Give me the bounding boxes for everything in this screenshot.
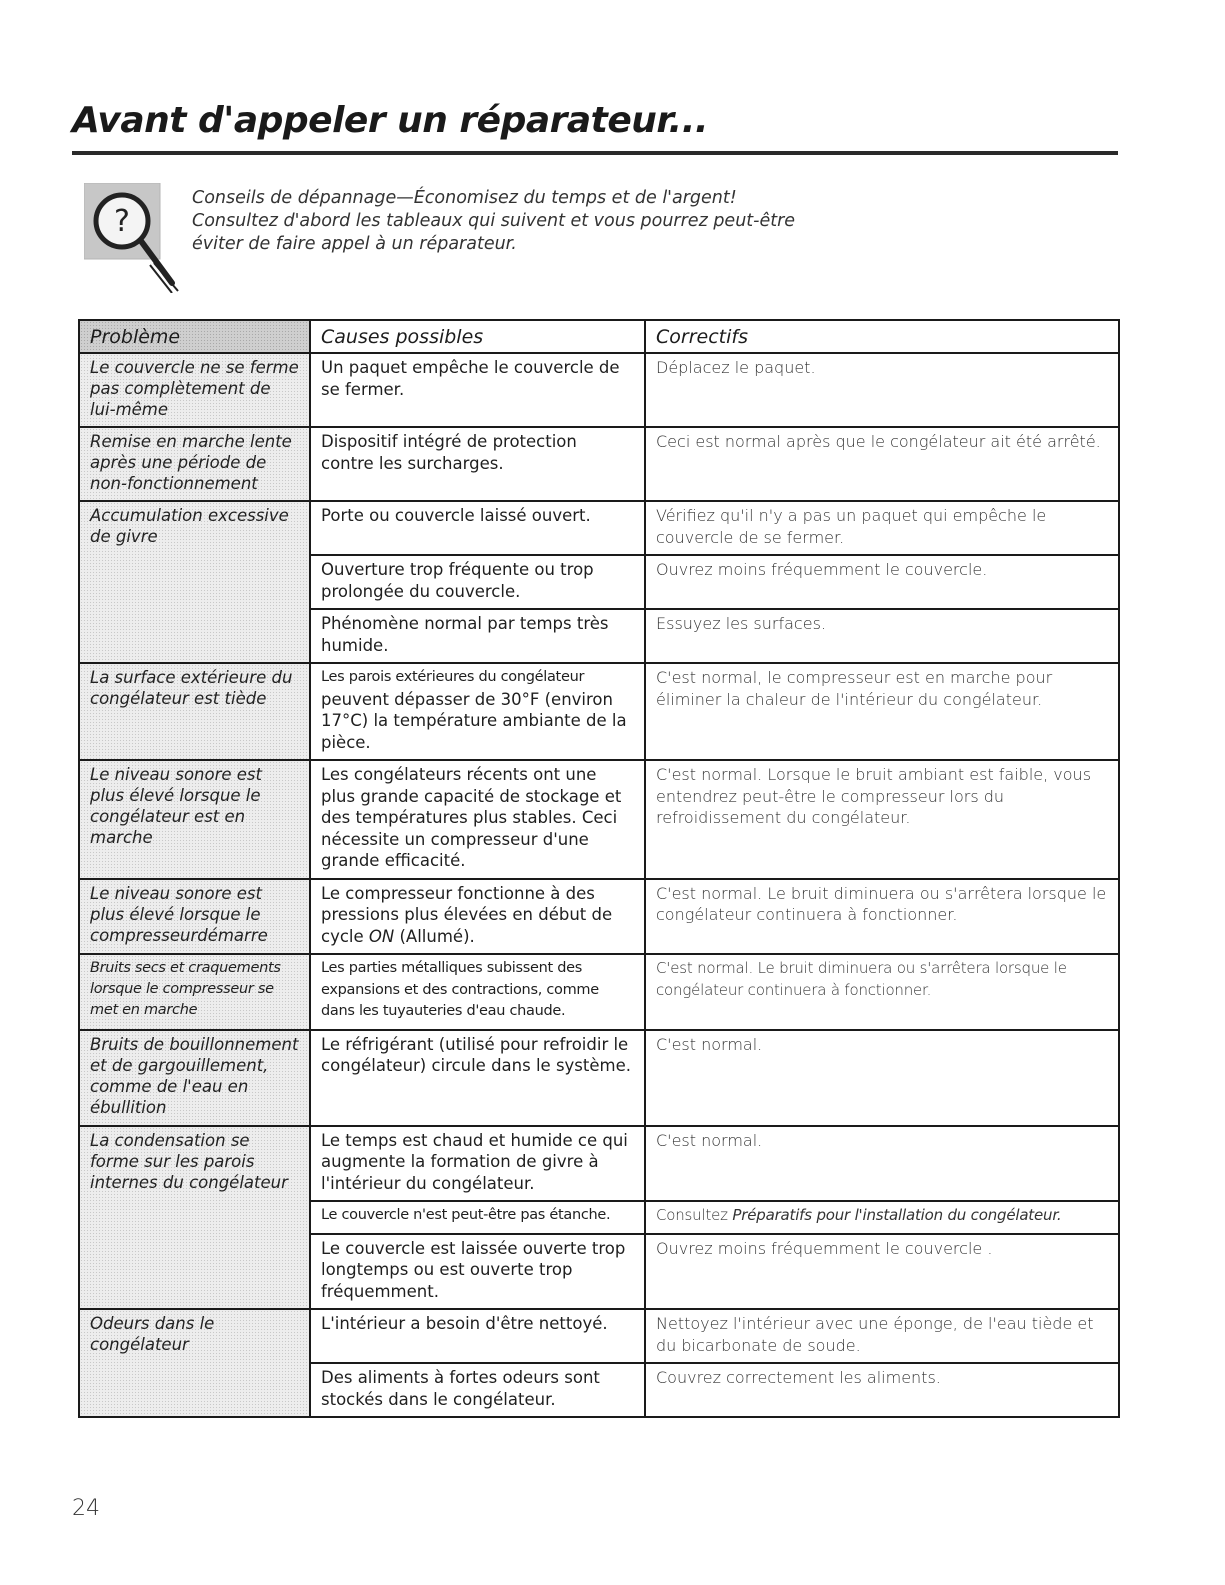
cause-cell: Le réfrigérant (utilisé pour refroidir le congélateur) circule dans le système. <box>310 1030 645 1126</box>
fix-text: Consultez <box>656 1206 728 1224</box>
cause-text-condensed: Les parois extérieures du congélateur <box>321 669 585 685</box>
table-row <box>79 879 1119 955</box>
cause-cell <box>310 663 645 760</box>
cause-cell: L'intérieur a besoin d'être nettoyé. <box>310 1309 645 1363</box>
problem-cell: La condensation se forme sur les parois internes du congélateur <box>79 1126 310 1310</box>
fix-cell: Déplacez le paquet. <box>645 353 1119 427</box>
cause-text: peuvent dépasser de 30°F (environ 17°C) la température ambiante de la pièce. <box>321 689 627 752</box>
intro-line: éviter de faire appel à un réparateur. <box>192 234 517 254</box>
problem-cell: Bruits de bouillonnement et de gargouillement, comme de l'eau en ébullition <box>79 1030 310 1126</box>
cause-cell: Ouverture trop fréquente ou trop prolongée du couvercle. <box>310 555 645 609</box>
header-problem: Problème <box>79 320 310 353</box>
cause-cell: Le couvercle n'est peut-être pas étanche. <box>310 1201 645 1234</box>
intro-line: Consultez d'abord les tableaux qui suivent et vous pourrez peut-être <box>192 211 796 231</box>
fix-reference: Préparatifs pour l'installation du congélateur. <box>732 1206 1062 1224</box>
cause-cell: Un paquet empêche le couvercle de se fermer. <box>310 353 645 427</box>
fix-cell: Couvrez correctement les aliments. <box>645 1363 1119 1417</box>
problem-cell: Accumulation excessive de givre <box>79 501 310 663</box>
title-rule <box>72 151 1118 155</box>
problem-cell: La surface extérieure du congélateur est tiède <box>79 663 310 760</box>
cause-text: Le compresseur fonctionne à des pressions plus élevées en début de cycle <box>321 883 613 946</box>
problem-cell: Bruits secs et craquements lorsque le compresseur se met en marche <box>79 954 310 1030</box>
table-row <box>79 353 1119 427</box>
table-row <box>79 760 1119 879</box>
fix-cell <box>645 1201 1119 1234</box>
svg-text:?: ? <box>114 204 130 239</box>
header-causes: Causes possibles <box>310 320 645 353</box>
fix-cell: C'est normal. Le bruit diminuera ou s'arrêtera lorsque le congélateur continuera à fonctionner. <box>645 954 1119 1030</box>
problem-cell: Le niveau sonore est plus élevé lorsque le congélateur est en marche <box>79 760 310 879</box>
cause-cell <box>310 879 645 955</box>
cause-cell: Porte ou couvercle laissé ouvert. <box>310 501 645 555</box>
fix-cell: Ouvrez moins fréquemment le couvercle . <box>645 1234 1119 1310</box>
cause-cell: Le couvercle est laissée ouverte trop longtemps ou est ouverte trop fréquemment. <box>310 1234 645 1310</box>
table-row <box>79 1126 1119 1202</box>
cause-cell: Des aliments à fortes odeurs sont stockés dans le congélateur. <box>310 1363 645 1417</box>
cause-cell: Phénomène normal par temps très humide. <box>310 609 645 663</box>
problem-cell: Le niveau sonore est plus élevé lorsque le compresseurdémarre <box>79 879 310 955</box>
cause-on-label: ON <box>368 926 395 946</box>
table-header-row <box>79 320 1119 353</box>
table-row <box>79 1030 1119 1126</box>
page-title: Avant d'appeler un réparateur... <box>72 100 709 141</box>
fix-cell: C'est normal. Lorsque le bruit ambiant est faible, vous entendrez peut-être le compresseur lors du refroidissement du congélateur. <box>645 760 1119 879</box>
troubleshooting-table <box>78 319 1120 1418</box>
table-row <box>79 663 1119 760</box>
fix-cell: Vérifiez qu'il n'y a pas un paquet qui empêche le couvercle de se fermer. <box>645 501 1119 555</box>
cause-cell: Les parties métalliques subissent des expansions et des contractions, comme dans les tuyauteries d'eau chaude. <box>310 954 645 1030</box>
fix-cell: Essuyez les surfaces. <box>645 609 1119 663</box>
problem-cell: Remise en marche lente après une période de non-fonctionnement <box>79 427 310 501</box>
problem-cell: Le couvercle ne se ferme pas complètement de lui-même <box>79 353 310 427</box>
table-row <box>79 954 1119 1030</box>
fix-cell: C'est normal, le compresseur est en marche pour éliminer la chaleur de l'intérieur du congélateur. <box>645 663 1119 760</box>
intro-text <box>192 187 795 256</box>
fix-cell: Ouvrez moins fréquemment le couvercle. <box>645 555 1119 609</box>
fix-cell: Nettoyez l'intérieur avec une éponge, de l'eau tiède et du bicarbonate de soude. <box>645 1309 1119 1363</box>
question-magnifier-icon <box>84 183 184 293</box>
cause-cell: Le temps est chaud et humide ce qui augmente la formation de givre à l'intérieur du congélateur. <box>310 1126 645 1202</box>
problem-cell: Odeurs dans le congélateur <box>79 1309 310 1417</box>
fix-cell: C'est normal. <box>645 1030 1119 1126</box>
intro-line: Conseils de dépannage—Économisez du temps et de l'argent! <box>192 188 737 208</box>
page-number: 24 <box>72 1496 100 1521</box>
table-row <box>79 501 1119 555</box>
fix-cell: Ceci est normal après que le congélateur ait été arrêté. <box>645 427 1119 501</box>
header-fixes: Correctifs <box>645 320 1119 353</box>
table-row <box>79 1309 1119 1363</box>
fix-cell: C'est normal. Le bruit diminuera ou s'arrêtera lorsque le congélateur continuera à fonctionner. <box>645 879 1119 955</box>
table-row <box>79 427 1119 501</box>
fix-cell: C'est normal. <box>645 1126 1119 1202</box>
cause-cell: Les congélateurs récents ont une plus grande capacité de stockage et des températures plus stables. Ceci nécessite un compresseur d'une grande efficacité. <box>310 760 645 879</box>
cause-text: (Allumé). <box>399 926 475 946</box>
cause-cell: Dispositif intégré de protection contre les surcharges. <box>310 427 645 501</box>
